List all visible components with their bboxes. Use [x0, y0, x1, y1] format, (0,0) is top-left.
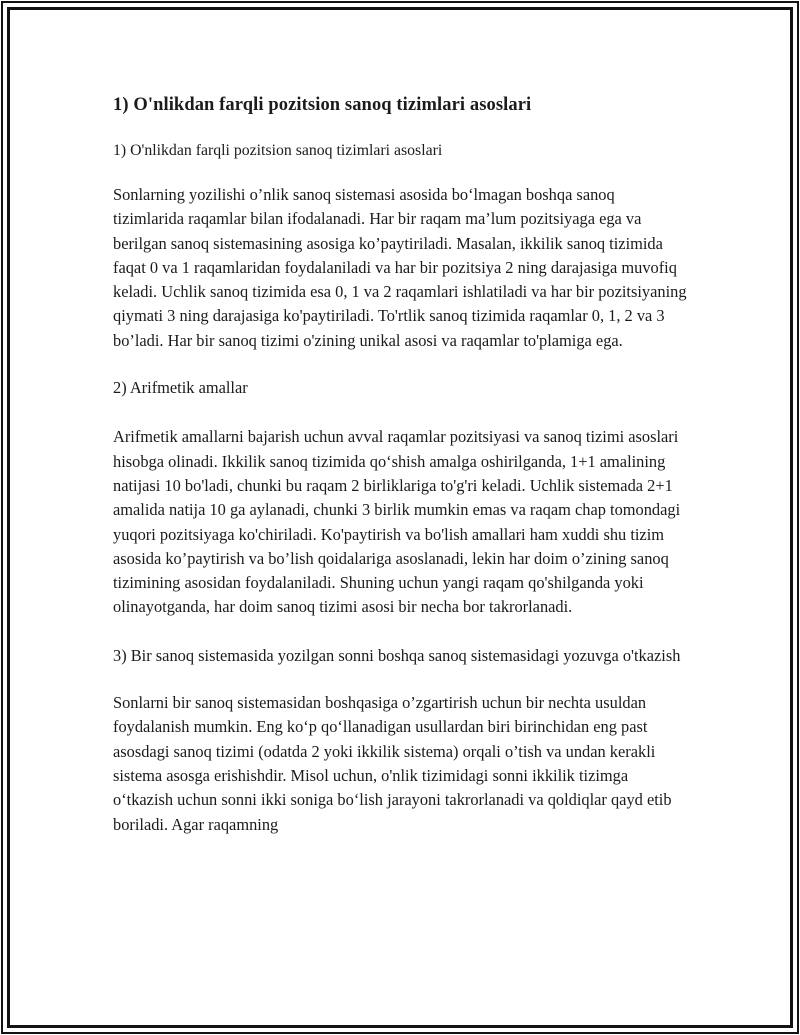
paragraph-base-conversion: Sonlarni bir sanoq sistemasidan boshqasiga o’zgartirish uchun bir nechta usuldan foydalanish mumkin. Eng koʻp qoʻllanadigan usullardan biri birinchidan eng past asosdagi sanoq tizimi (odatda 2 yoki ikkilik sistema) orqali o’tish va undan kerakli sistema asosga erishishdir. Misol uchun, o'nlik tizimidagi sonni ikkilik tizimga oʻtkazish uchun sonni ikki soniga boʻlish jarayoni takrorlanadi va qoldiqlar qayd etib boriladi. Agar raqamning — [113, 693, 672, 834]
section-heading-conversion: 3) Bir sanoq sistemasida yozilgan sonni boshqa sanoq sistemasidagi yozuvga o'tkazish — [113, 645, 681, 665]
document-title: 1) O'nlikdan farqli pozitsion sanoq tizimlari asoslari — [113, 95, 532, 115]
paragraph-number-systems-basics: Sonlarning yozilishi o’nlik sanoq sistemasi asosida boʻlmagan boshqa sanoq tizimlarida raqamlar bilan ifodalanadi. Har bir raqam ma’lum pozitsiyaga ega va berilgan sanoq sistemasining asosiga ko’paytiriladi. Masalan, ikkilik sanoq tizimida faqat 0 va 1 raqamlaridan foydalaniladi va har bir pozitsiya 2 ning darajasiga muvofiq keladi. Uchlik sanoq tizimida esa 0, 1 va 2 raqamlari ishlatiladi va har bir pozitsiyaning qiymati 3 ning darajasiga ko'paytiriladi. To'rtlik sanoq tizimida raqamlar 0, 1, 2 va 3 bo’ladi. Har bir sanoq tizimi o'zining unikal asosi va raqamlar to'plamiga ega. — [113, 185, 687, 350]
document-subtitle: 1) O'nlikdan farqli pozitsion sanoq tizimlari asoslari — [113, 142, 443, 159]
paragraph-arithmetic-operations: Arifmetik amallarni bajarish uchun avval raqamlar pozitsiyasi va sanoq tizimi asoslari hisobga olinadi. Ikkilik sanoq tizimida qoʻshish amalga oshirilganda, 1+1 amalining natijasi 10 bo'ladi, chunki bu raqam 2 birliklariga to'g'ri keladi. Uchlik sistemada 2+1 amalida natija 10 ga aylanadi, chunki 3 birlik mumkin emas va raqam chap tomondagi yuqori pozitsiyaga ko'chiriladi. Ko'paytirish va bo'lish amallari ham xuddi shu tizim asosida ko’paytirish va bo’lish qoidalariga asoslanadi, lekin har doim o’zining sanoq tizimining asosidan foydalaniladi. Shuning uchun yangi raqam qo'shilganda yoki olinayotganda, har doim sanoq tizimi asosi bir necha bor takrorlanadi. — [113, 427, 681, 617]
document-content — [113, 0, 689, 837]
section-heading-arithmetic: 2) Arifmetik amallar — [113, 378, 248, 398]
